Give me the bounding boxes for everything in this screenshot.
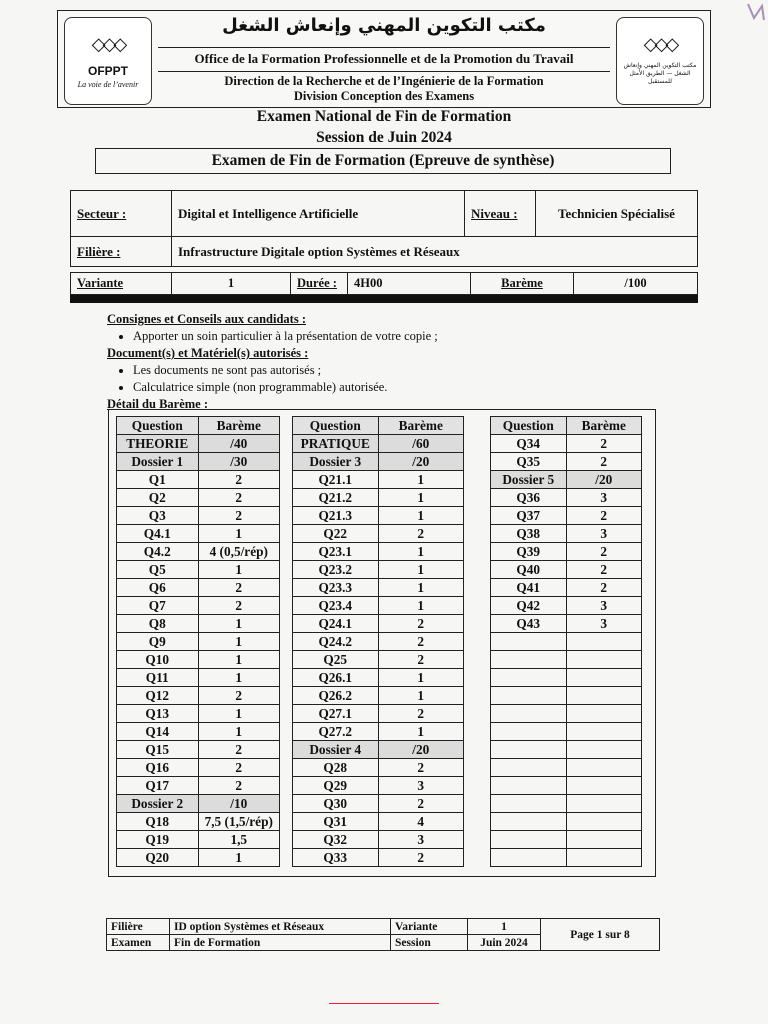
bareme-header-row bbox=[117, 417, 280, 435]
section-divider-bar bbox=[70, 295, 698, 303]
question-cell: Q21.3 bbox=[293, 507, 379, 525]
ofppt-logo-right bbox=[616, 17, 704, 105]
points-cell: 2 bbox=[566, 561, 642, 579]
points-cell bbox=[566, 777, 642, 795]
points-cell: 2 bbox=[566, 507, 642, 525]
points-cell bbox=[566, 651, 642, 669]
bareme-row bbox=[293, 777, 464, 795]
bareme-row bbox=[117, 651, 280, 669]
bareme-row bbox=[293, 525, 464, 543]
bareme-row bbox=[491, 489, 642, 507]
bareme-row bbox=[491, 525, 642, 543]
question-cell: Dossier 4 bbox=[293, 741, 379, 759]
bareme-row bbox=[117, 597, 280, 615]
bareme-row bbox=[293, 831, 464, 849]
points-cell: 1 bbox=[198, 849, 280, 867]
points-cell: 4 (0,5/rép) bbox=[198, 543, 280, 561]
footer-session-label: Session bbox=[391, 935, 468, 951]
bareme-row bbox=[293, 795, 464, 813]
question-cell: Q25 bbox=[293, 651, 379, 669]
bareme-row bbox=[491, 543, 642, 561]
bareme-row bbox=[491, 705, 642, 723]
bareme-row bbox=[117, 633, 280, 651]
bareme-row bbox=[491, 651, 642, 669]
question-cell: Q36 bbox=[491, 489, 567, 507]
bareme-row bbox=[117, 525, 280, 543]
bareme-row bbox=[491, 759, 642, 777]
bareme-row bbox=[491, 435, 642, 453]
exam-session: Session de Juin 2024 bbox=[316, 129, 452, 146]
footer-examen-value: Fin de Formation bbox=[170, 935, 391, 951]
points-cell: 2 bbox=[198, 777, 280, 795]
instructions bbox=[107, 311, 667, 413]
ofppt-logo-icon: ◇◇◇ bbox=[643, 34, 677, 55]
question-cell: Q18 bbox=[117, 813, 199, 831]
points-cell bbox=[566, 849, 642, 867]
question-cell: Q39 bbox=[491, 543, 567, 561]
duree-value: 4H00 bbox=[348, 273, 471, 295]
points-cell: 2 bbox=[198, 471, 280, 489]
bareme-row bbox=[117, 849, 280, 867]
points-cell: 2 bbox=[566, 543, 642, 561]
ofppt-logo-icon: ◇◇◇ bbox=[91, 34, 125, 55]
exam-info-table bbox=[70, 190, 698, 267]
points-cell: 4 bbox=[378, 813, 464, 831]
points-cell: 1 bbox=[198, 651, 280, 669]
list-item: • Les documents ne sont pas autorisés ; bbox=[133, 362, 667, 379]
points-cell: 1 bbox=[198, 561, 280, 579]
question-cell bbox=[491, 849, 567, 867]
points-cell: 1 bbox=[378, 543, 464, 561]
question-cell: Q9 bbox=[117, 633, 199, 651]
bareme-row bbox=[293, 579, 464, 597]
points-cell bbox=[566, 795, 642, 813]
points-cell: 7,5 (1,5/rép) bbox=[198, 813, 280, 831]
bareme-row bbox=[293, 543, 464, 561]
bareme-row bbox=[293, 489, 464, 507]
logo-tagline: La voie de l’avenir bbox=[77, 80, 139, 89]
points-cell: 1 bbox=[378, 687, 464, 705]
points-cell: 1 bbox=[378, 579, 464, 597]
points-cell: 2 bbox=[378, 525, 464, 543]
points-cell: 2 bbox=[378, 759, 464, 777]
bareme-row bbox=[491, 633, 642, 651]
points-cell: 2 bbox=[198, 489, 280, 507]
bareme-row bbox=[491, 849, 642, 867]
question-cell: Q41 bbox=[491, 579, 567, 597]
bareme-row bbox=[117, 777, 280, 795]
question-cell bbox=[491, 831, 567, 849]
consignes-list bbox=[107, 328, 667, 345]
points-cell: 2 bbox=[378, 633, 464, 651]
question-cell bbox=[491, 723, 567, 741]
question-cell bbox=[491, 759, 567, 777]
question-cell: Q34 bbox=[491, 435, 567, 453]
points-cell: 2 bbox=[378, 849, 464, 867]
points-cell: 2 bbox=[378, 651, 464, 669]
red-underline-mark bbox=[329, 1003, 439, 1004]
bareme-row bbox=[117, 543, 280, 561]
bareme-row bbox=[491, 777, 642, 795]
bareme-row bbox=[491, 723, 642, 741]
points-cell: 3 bbox=[378, 831, 464, 849]
points-cell: 3 bbox=[566, 615, 642, 633]
corner-scribble bbox=[744, 0, 768, 24]
bareme-table-continued bbox=[490, 416, 642, 867]
question-cell: PRATIQUE bbox=[293, 435, 379, 453]
question-cell: Q23.3 bbox=[293, 579, 379, 597]
question-cell: Dossier 1 bbox=[117, 453, 199, 471]
footer-variante-value: 1 bbox=[468, 919, 541, 935]
question-cell: Q3 bbox=[117, 507, 199, 525]
bareme-row bbox=[293, 849, 464, 867]
bareme-row bbox=[491, 615, 642, 633]
question-cell: Q35 bbox=[491, 453, 567, 471]
list-item: • Apporter un soin particulier à la présentation de votre copie ; bbox=[133, 328, 667, 345]
bareme-row bbox=[117, 741, 280, 759]
question-cell: Q19 bbox=[117, 831, 199, 849]
question-cell: Q29 bbox=[293, 777, 379, 795]
question-cell: Dossier 5 bbox=[491, 471, 567, 489]
bareme-section-row bbox=[293, 741, 464, 759]
question-cell: Q16 bbox=[117, 759, 199, 777]
bareme-section-row bbox=[117, 435, 280, 453]
consignes-heading: Consignes et Conseils aux candidats : bbox=[107, 312, 306, 326]
question-cell: Q31 bbox=[293, 813, 379, 831]
bareme-row bbox=[491, 687, 642, 705]
points-cell: 1 bbox=[198, 705, 280, 723]
question-cell: Q1 bbox=[117, 471, 199, 489]
points-cell: 2 bbox=[566, 435, 642, 453]
bareme-row bbox=[293, 471, 464, 489]
question-cell: Q22 bbox=[293, 525, 379, 543]
exam-type-box: Examen de Fin de Formation (Epreuve de synthèse) bbox=[95, 148, 671, 174]
question-cell: Q17 bbox=[117, 777, 199, 795]
niveau-value: Technicien Spécialisé bbox=[536, 191, 698, 237]
points-cell: /10 bbox=[198, 795, 280, 813]
division-line: Division Conception des Examens bbox=[293, 89, 475, 103]
variante-label: Variante bbox=[71, 273, 172, 295]
question-cell: Q21.1 bbox=[293, 471, 379, 489]
question-cell: Q23.2 bbox=[293, 561, 379, 579]
bareme-section-row bbox=[117, 795, 280, 813]
question-cell: Q12 bbox=[117, 687, 199, 705]
bareme-row bbox=[293, 669, 464, 687]
bareme-row bbox=[117, 831, 280, 849]
question-cell: Q32 bbox=[293, 831, 379, 849]
bareme-section-row bbox=[293, 435, 464, 453]
question-cell: Dossier 2 bbox=[117, 795, 199, 813]
footer-filiere-label: Filière bbox=[107, 919, 170, 935]
bareme-row bbox=[491, 507, 642, 525]
bareme-row bbox=[293, 723, 464, 741]
points-cell bbox=[566, 669, 642, 687]
exam-title: Examen National de Fin de Formation bbox=[256, 108, 512, 125]
question-cell: Q24.2 bbox=[293, 633, 379, 651]
question-cell: Q13 bbox=[117, 705, 199, 723]
footer-examen-label: Examen bbox=[107, 935, 170, 951]
bareme-row bbox=[491, 597, 642, 615]
points-cell: 1 bbox=[378, 669, 464, 687]
bareme-section-row bbox=[293, 453, 464, 471]
points-cell bbox=[566, 831, 642, 849]
bareme-row bbox=[117, 759, 280, 777]
question-cell: Q20 bbox=[117, 849, 199, 867]
documents-list bbox=[107, 362, 667, 396]
variante-row bbox=[70, 272, 698, 295]
question-cell: Q27.2 bbox=[293, 723, 379, 741]
bareme-row bbox=[293, 507, 464, 525]
points-cell: 2 bbox=[198, 687, 280, 705]
bareme-row bbox=[491, 669, 642, 687]
points-cell bbox=[566, 741, 642, 759]
bareme-row bbox=[491, 579, 642, 597]
ofppt-logo-left bbox=[64, 17, 152, 105]
points-cell bbox=[566, 687, 642, 705]
question-cell: Dossier 3 bbox=[293, 453, 379, 471]
points-cell bbox=[566, 813, 642, 831]
bareme-row bbox=[491, 453, 642, 471]
bareme-row bbox=[491, 813, 642, 831]
points-cell: /60 bbox=[378, 435, 464, 453]
question-cell: Q7 bbox=[117, 597, 199, 615]
points-cell: 1 bbox=[378, 723, 464, 741]
question-cell: Question bbox=[117, 417, 199, 435]
bareme-row bbox=[293, 651, 464, 669]
bareme-header-row bbox=[293, 417, 464, 435]
institution-header bbox=[57, 10, 711, 108]
direction-name bbox=[158, 74, 610, 104]
bareme-row bbox=[293, 597, 464, 615]
question-cell: Q28 bbox=[293, 759, 379, 777]
question-cell: Q23.4 bbox=[293, 597, 379, 615]
bareme-row bbox=[293, 633, 464, 651]
question-cell: Question bbox=[491, 417, 567, 435]
question-cell: Q21.2 bbox=[293, 489, 379, 507]
bareme-row bbox=[117, 489, 280, 507]
question-cell: Q23.1 bbox=[293, 543, 379, 561]
points-cell bbox=[566, 633, 642, 651]
question-cell: Q40 bbox=[491, 561, 567, 579]
bareme-row bbox=[293, 561, 464, 579]
question-cell: Q27.1 bbox=[293, 705, 379, 723]
points-cell: 2 bbox=[566, 453, 642, 471]
documents-heading: Document(s) et Matériel(s) autorisés : bbox=[107, 346, 309, 360]
question-cell: Q33 bbox=[293, 849, 379, 867]
arabic-institution-name: مكتب التكوين المهني وإنعاش الشغل bbox=[222, 15, 546, 36]
bareme-row bbox=[117, 561, 280, 579]
points-cell: 3 bbox=[378, 777, 464, 795]
bareme-row bbox=[491, 831, 642, 849]
question-cell: Q37 bbox=[491, 507, 567, 525]
points-cell: 1 bbox=[198, 633, 280, 651]
points-cell: 1 bbox=[378, 471, 464, 489]
points-cell: 1,5 bbox=[198, 831, 280, 849]
question-cell: Q14 bbox=[117, 723, 199, 741]
points-cell: 2 bbox=[378, 705, 464, 723]
points-cell: 2 bbox=[378, 615, 464, 633]
question-cell: Q4.1 bbox=[117, 525, 199, 543]
filiere-value: Infrastructure Digitale option Systèmes et Réseaux bbox=[172, 237, 698, 267]
bareme-row bbox=[491, 561, 642, 579]
points-cell: 3 bbox=[566, 525, 642, 543]
bareme-row bbox=[293, 687, 464, 705]
question-cell: Q2 bbox=[117, 489, 199, 507]
bareme-section-row bbox=[117, 453, 280, 471]
bareme-row bbox=[117, 723, 280, 741]
question-cell bbox=[491, 669, 567, 687]
points-cell: 2 bbox=[198, 507, 280, 525]
logo-name: OFPPT bbox=[87, 64, 128, 78]
bareme-row bbox=[293, 705, 464, 723]
points-cell: 2 bbox=[198, 579, 280, 597]
question-cell: THEORIE bbox=[117, 435, 199, 453]
niveau-label: Niveau : bbox=[465, 191, 536, 237]
points-cell: 2 bbox=[198, 741, 280, 759]
bareme-row bbox=[491, 795, 642, 813]
points-cell: 2 bbox=[198, 597, 280, 615]
secteur-value: Digital et Intelligence Artificielle bbox=[172, 191, 465, 237]
points-cell: Barème bbox=[566, 417, 642, 435]
question-cell bbox=[491, 633, 567, 651]
points-cell: 1 bbox=[378, 507, 464, 525]
filiere-label: Filière : bbox=[71, 237, 172, 267]
question-cell: Q30 bbox=[293, 795, 379, 813]
question-cell bbox=[491, 795, 567, 813]
question-cell: Q8 bbox=[117, 615, 199, 633]
header-divider bbox=[158, 71, 610, 72]
points-cell: 1 bbox=[198, 723, 280, 741]
question-cell: Q10 bbox=[117, 651, 199, 669]
bareme-row bbox=[293, 759, 464, 777]
variante-value: 1 bbox=[172, 273, 291, 295]
page-number: Page 1 sur 8 bbox=[541, 919, 660, 951]
question-cell: Q11 bbox=[117, 669, 199, 687]
points-cell: 2 bbox=[378, 795, 464, 813]
duree-label: Durée : bbox=[291, 273, 348, 295]
points-cell: 1 bbox=[378, 597, 464, 615]
bareme-table-practice bbox=[292, 416, 464, 867]
points-cell: /20 bbox=[378, 453, 464, 471]
points-cell bbox=[566, 723, 642, 741]
question-cell bbox=[491, 705, 567, 723]
question-cell: Q26.2 bbox=[293, 687, 379, 705]
bareme-table-theory bbox=[116, 416, 280, 867]
question-cell bbox=[491, 651, 567, 669]
question-cell: Q26.1 bbox=[293, 669, 379, 687]
points-cell: /20 bbox=[566, 471, 642, 489]
question-cell: Question bbox=[293, 417, 379, 435]
question-cell: Q42 bbox=[491, 597, 567, 615]
bareme-row bbox=[293, 615, 464, 633]
points-cell: /30 bbox=[198, 453, 280, 471]
footer-table bbox=[106, 918, 660, 951]
question-cell: Q5 bbox=[117, 561, 199, 579]
points-cell: 1 bbox=[378, 489, 464, 507]
logo-arabic-text: مكتب التكوين المهني وإنعاش الشغل — الطريق الأمثل للمستقبل bbox=[623, 62, 697, 85]
question-cell bbox=[491, 813, 567, 831]
direction-line: Direction de la Recherche et de l’Ingénierie de la Formation bbox=[224, 74, 544, 88]
question-cell: Q15 bbox=[117, 741, 199, 759]
question-cell: Q4.2 bbox=[117, 543, 199, 561]
bareme-row bbox=[117, 579, 280, 597]
bareme-heading: Détail du Barème : bbox=[107, 397, 209, 411]
footer-variante-label: Variante bbox=[391, 919, 468, 935]
question-cell: Q6 bbox=[117, 579, 199, 597]
secteur-label: Secteur : bbox=[71, 191, 172, 237]
bareme-row bbox=[117, 507, 280, 525]
question-cell: Q24.1 bbox=[293, 615, 379, 633]
points-cell: 2 bbox=[566, 579, 642, 597]
bareme-row bbox=[117, 471, 280, 489]
points-cell: 1 bbox=[198, 615, 280, 633]
points-cell bbox=[566, 759, 642, 777]
bareme-value: /100 bbox=[574, 273, 698, 295]
points-cell: 3 bbox=[566, 597, 642, 615]
points-cell: 1 bbox=[198, 525, 280, 543]
question-cell: Q38 bbox=[491, 525, 567, 543]
footer-session-value: Juin 2024 bbox=[468, 935, 541, 951]
question-cell bbox=[491, 741, 567, 759]
points-cell: 3 bbox=[566, 489, 642, 507]
question-cell bbox=[491, 777, 567, 795]
office-name: Office de la Formation Professionnelle et de la Promotion du Travail bbox=[194, 51, 574, 66]
points-cell: Barème bbox=[378, 417, 464, 435]
points-cell: 2 bbox=[198, 759, 280, 777]
points-cell: /20 bbox=[378, 741, 464, 759]
bareme-section-row bbox=[491, 471, 642, 489]
bareme-label: Barème bbox=[471, 273, 574, 295]
points-cell bbox=[566, 705, 642, 723]
bareme-row bbox=[117, 705, 280, 723]
points-cell: 1 bbox=[378, 561, 464, 579]
bareme-row bbox=[117, 687, 280, 705]
header-divider bbox=[158, 47, 610, 48]
points-cell: Barème bbox=[198, 417, 280, 435]
points-cell: /40 bbox=[198, 435, 280, 453]
list-item: • Calculatrice simple (non programmable) autorisée. bbox=[133, 379, 667, 396]
bareme-row bbox=[117, 669, 280, 687]
bareme-row bbox=[117, 813, 280, 831]
question-cell: Q43 bbox=[491, 615, 567, 633]
question-cell bbox=[491, 687, 567, 705]
footer-filiere-value: ID option Systèmes et Réseaux bbox=[170, 919, 391, 935]
points-cell: 1 bbox=[198, 669, 280, 687]
bareme-row bbox=[117, 615, 280, 633]
bareme-row bbox=[293, 813, 464, 831]
bareme-header-row bbox=[491, 417, 642, 435]
bareme-row bbox=[491, 741, 642, 759]
